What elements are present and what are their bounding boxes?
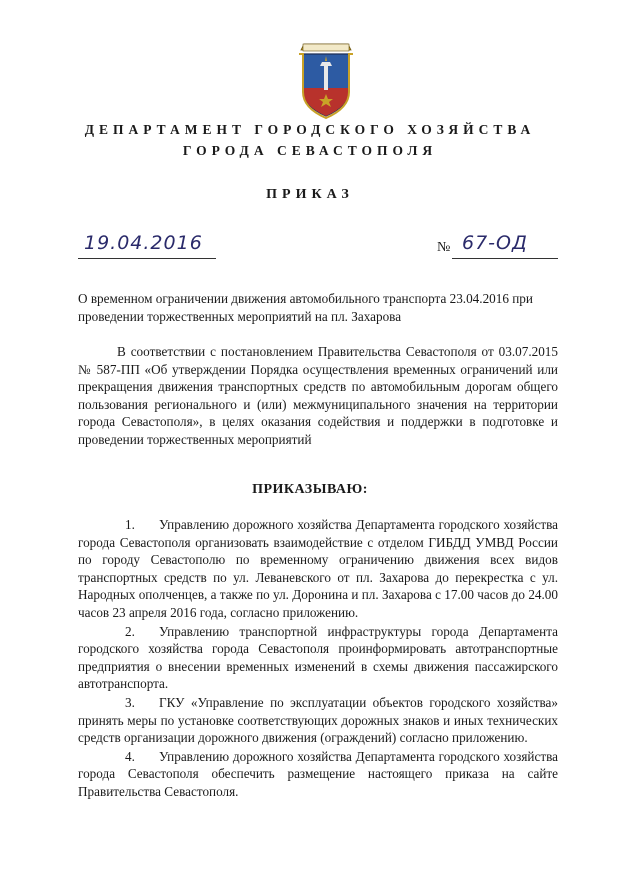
order-directive-heading: ПРИКАЗЫВАЮ: xyxy=(252,482,368,497)
order-number: 67-ОД xyxy=(462,232,528,254)
order-subject: О временном ограничении движения автомобильного транспорта 23.04.2016 при проведении торжественных мероприятий на пл. Захарова xyxy=(78,291,533,324)
list-item xyxy=(78,623,558,693)
item-number: 3. xyxy=(125,694,135,710)
item-number: 2. xyxy=(125,623,135,639)
document-type-title: ПРИКАЗ xyxy=(266,187,354,202)
item-number: 4. xyxy=(125,748,135,764)
order-date: 19.04.2016 xyxy=(84,232,203,254)
date-field xyxy=(78,232,216,259)
item-text: Управлению дорожного хозяйства Департамента городского хозяйства города Севастополя обеспечить размещение настоящего приказа на сайте Правительства Севастополя. xyxy=(78,748,558,799)
item-text: Управлению дорожного хозяйства Департамента городского хозяйства города Севастополя организовать взаимодействие с отделом ГИБДД УМВД России по городу Севастополю по временному ограничению движения всех видов транспортных средств по ул. Леваневского от пл. Захарова до перекрестка с ул. Народных ополченцев, а также по ул. Доронина и пл. Захарова с 17.00 часов до 24.00 часов 23 апреля 2016 года, согласно приложению. xyxy=(78,517,558,620)
number-field xyxy=(452,232,558,259)
coat-of-arms-icon xyxy=(293,40,359,120)
list-item xyxy=(78,516,558,622)
item-text: Управлению транспортной инфраструктуры города Департамента городского хозяйства города Севастополя проинформировать автотранспортные предприятия о внесении временных изменений в схемы движения пассажирского автотранспорта. xyxy=(78,623,558,692)
department-title-line1: ДЕПАРТАМЕНТ ГОРОДСКОГО ХОЗЯЙСТВА xyxy=(84,122,536,137)
item-number: 1. xyxy=(125,517,135,532)
preamble-paragraph: В соответствии с постановлением Правительства Севастополя от 03.07.2015 № 587-ПП «Об утверждении Порядка осуществления временных ограничений или прекращения движения транспортных средств по автомобильным дорогам общего пользования регионального и (или) межмуниципального значения на территории города Севастополя», в целях оказания содействия и поддержки в подготовке и проведении торжественных мероприятий xyxy=(78,344,558,447)
number-label: № xyxy=(437,240,451,255)
list-item xyxy=(78,748,558,801)
item-text: ГКУ «Управление по эксплуатации объектов городского хозяйства» принять меры по установке соответствующих дорожных знаков и иных технических средств организации дорожного движения (ограждений) согласно приложению. xyxy=(78,694,558,746)
list-item xyxy=(78,694,558,747)
department-title-line2: ГОРОДА СЕВАСТОПОЛЯ xyxy=(182,143,438,158)
order-items-list xyxy=(78,516,558,802)
